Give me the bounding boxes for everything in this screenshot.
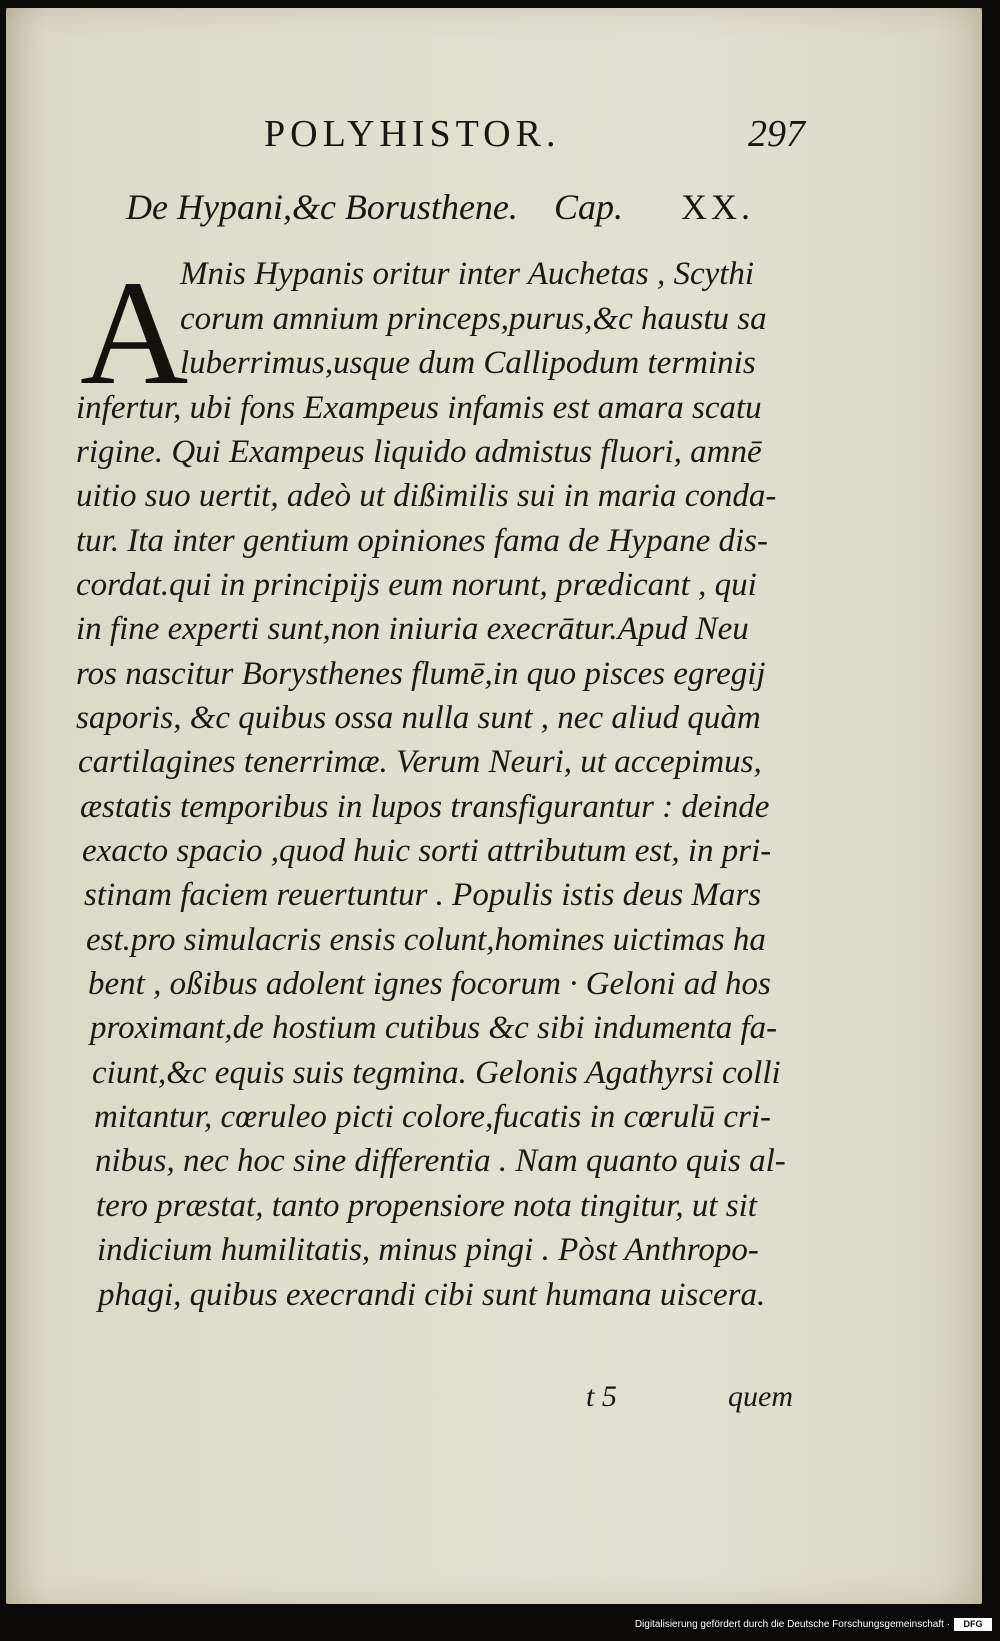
text-line: tero præstat, tanto propensiore nota tingitur, ut sit [96, 1188, 757, 1224]
text-line: bent , oßibus adolent ignes focorum · Geloni ad hos [88, 966, 771, 1002]
chapter-heading [126, 186, 766, 236]
book-page [6, 8, 982, 1604]
text-line: luberrimus,usque dum Callipodum terminis [180, 345, 756, 381]
text-line: nibus, nec hoc sine differentia . Nam quanto quis al- [95, 1143, 786, 1179]
text-line: Mnis Hypanis oritur inter Auchetas , Scythi [180, 256, 755, 292]
text-line: stinam faciem reuertuntur . Populis istis deus Mars [84, 877, 762, 913]
text-line: proximant,de hostium cutibus &c sibi indumenta fa- [90, 1010, 778, 1046]
text-line: tur. Ita inter gentium opiniones fama de Hypane dis- [76, 523, 769, 559]
text-line: mitantur, cœruleo picti colore,fucatis in cœrulū cri- [94, 1099, 772, 1135]
text-line: ros nascitur Borysthenes flumē,in quo pisces egregij [76, 656, 766, 692]
drop-cap: A [80, 250, 189, 416]
running-head [6, 112, 982, 156]
running-head-title: POLYHISTOR. [264, 113, 561, 155]
text-line: saporis, &c quibus ossa nulla sunt , nec aliud quàm [76, 700, 761, 736]
catchword: quem [728, 1380, 793, 1413]
digitization-credit: Digitalisierung gefördert durch die Deutsche Forschungsgemeinschaft · [634, 1619, 950, 1630]
dfg-logo: DFG [954, 1618, 992, 1631]
text-line: indicium humilitatis, minus pingi . Pòst Anthropo- [97, 1232, 759, 1268]
text-line: in fine experti sunt,non iniuria execrātur.Apud Neu [76, 611, 749, 647]
text-line: exacto spacio ,quod huic sorti attributum est, in pri- [82, 833, 772, 869]
text-line: corum amnium princeps,purus,&c haustu sa [180, 301, 767, 337]
chapter-title: De Hypani,&c Borusthene. [126, 187, 518, 227]
text-line: ciunt,&c equis suis tegmina. Gelonis Agathyrsi colli [92, 1055, 781, 1091]
text-line: rigine. Qui Exampeus liquido admistus fluori, amnē [76, 434, 762, 470]
page-number: 297 [748, 113, 805, 155]
text-line: æstatis temporibus in lupos transfigurantur : deinde [80, 789, 770, 825]
text-line: cordat.qui in principijs eum norunt, prædicant , qui [76, 567, 757, 603]
text-line: infertur, ubi fons Exampeus infamis est amara scatu [76, 390, 762, 426]
text-line: est.pro simulacris ensis colunt,homines uictimas ha [86, 922, 766, 958]
chapter-cap-label: Cap. [554, 187, 624, 227]
text-line: phagi, quibus execrandi cibi sunt humana uiscera. [98, 1277, 766, 1313]
chapter-number: XX. [681, 187, 754, 227]
signature-mark: t 5 [586, 1380, 617, 1413]
text-line: cartilagines tenerrimæ. Verum Neuri, ut accepimus, [78, 744, 762, 780]
text-line: uitio suo uertit, adeò ut dißimilis sui in maria conda- [76, 478, 777, 514]
